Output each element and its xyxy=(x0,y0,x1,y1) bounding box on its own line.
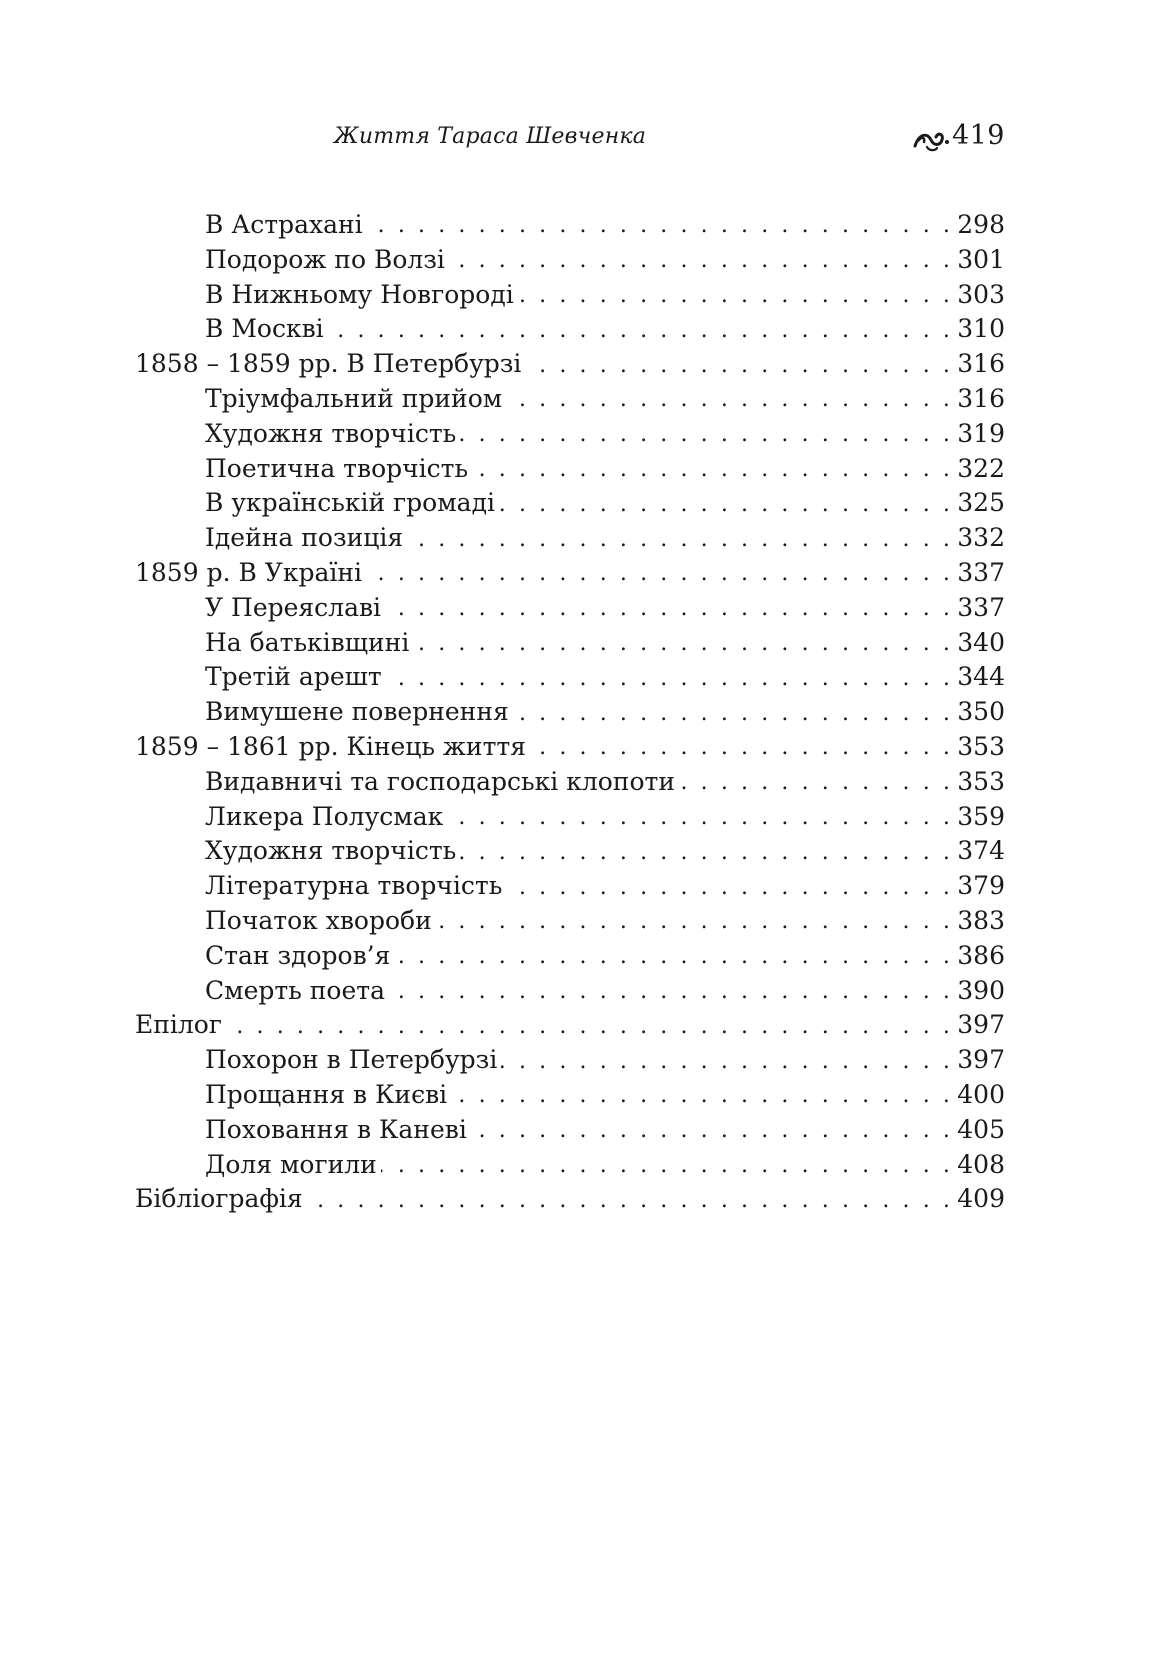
toc-entry xyxy=(135,1113,1005,1148)
dot-leader xyxy=(366,561,953,585)
toc-entry-page-number: 390 xyxy=(957,975,1005,1005)
toc-entry xyxy=(135,939,1005,974)
running-head xyxy=(135,120,1005,160)
toc-entry xyxy=(135,695,1005,730)
toc-entry xyxy=(135,904,1005,939)
toc-entry xyxy=(135,417,1005,452)
dot-leader xyxy=(307,1188,953,1212)
dot-leader xyxy=(386,666,953,690)
toc-entry-page-number: 340 xyxy=(957,627,1005,657)
toc-entry xyxy=(135,765,1005,800)
toc-entry-title: В українській громаді xyxy=(205,488,495,518)
toc-entry-title: В Астрахані xyxy=(205,210,363,239)
dot-leader xyxy=(447,805,953,829)
toc-entry xyxy=(135,347,1005,382)
toc-entry-title: Похорон в Петербурзі xyxy=(205,1045,498,1075)
dot-leader xyxy=(506,875,953,899)
toc-entry-title: В Нижньому Новгороді xyxy=(205,279,514,309)
toc-entry-page-number: 353 xyxy=(957,766,1005,796)
toc-entry-page-number: 319 xyxy=(957,418,1005,448)
scroll-ornament-icon xyxy=(913,126,949,154)
dot-leader xyxy=(226,1014,953,1038)
toc-entry-page-number: 298 xyxy=(957,210,1005,239)
toc-entry-title: Бібліографія xyxy=(135,1184,303,1214)
toc-entry-page-number: 332 xyxy=(957,523,1005,553)
dot-leader xyxy=(385,596,953,620)
dot-leader xyxy=(499,492,953,516)
dot-leader xyxy=(367,213,953,237)
toc-entry-page-number: 405 xyxy=(957,1114,1005,1144)
toc-entry-title: Тріумфальний прийом xyxy=(205,383,503,413)
running-title: Життя Тараса Шевченка xyxy=(333,124,647,149)
toc-entry-title: Початок хвороби xyxy=(205,905,432,935)
dot-leader xyxy=(407,527,953,551)
toc-entry-page-number: 386 xyxy=(957,940,1005,970)
toc-entry xyxy=(135,1182,1005,1217)
toc-entry xyxy=(135,869,1005,904)
toc-entry-title: Доля могили xyxy=(205,1149,377,1179)
toc-entry-page-number: 344 xyxy=(957,662,1005,692)
dot-leader xyxy=(436,909,953,933)
toc-entry-title: Художня творчість xyxy=(205,418,457,448)
toc-entry xyxy=(135,452,1005,487)
table-of-contents xyxy=(135,208,1005,1217)
toc-entry xyxy=(135,278,1005,313)
toc-entry-page-number: 353 xyxy=(957,731,1005,761)
toc-entry-title: Стан здоров’я xyxy=(205,940,391,970)
toc-entry-title: У Переяславі xyxy=(205,592,382,622)
toc-entry-page-number: 397 xyxy=(957,1045,1005,1075)
toc-entry-title: Прощання в Києві xyxy=(205,1079,448,1109)
dot-leader xyxy=(328,318,953,342)
toc-entry-page-number: 316 xyxy=(957,349,1005,379)
toc-entry-page-number: 337 xyxy=(957,557,1005,587)
toc-entry-title: Третій арешт xyxy=(205,662,382,692)
toc-entry xyxy=(135,626,1005,661)
toc-entry-title: Епілог xyxy=(135,1010,222,1040)
toc-entry-page-number: 322 xyxy=(957,453,1005,483)
toc-entry xyxy=(135,382,1005,417)
dot-leader xyxy=(394,944,953,968)
toc-entry-page-number: 359 xyxy=(957,801,1005,831)
toc-entry-title: Поетична творчість xyxy=(205,453,469,483)
dot-leader xyxy=(389,979,953,1003)
toc-entry-page-number: 303 xyxy=(957,279,1005,309)
toc-entry-title: Поховання в Каневі xyxy=(205,1114,467,1144)
toc-entry-title: В Москві xyxy=(205,314,324,344)
dot-leader xyxy=(506,387,953,411)
toc-entry xyxy=(135,1078,1005,1113)
toc-entry xyxy=(135,1148,1005,1183)
dot-leader xyxy=(472,457,953,481)
toc-entry-page-number: 374 xyxy=(957,836,1005,866)
toc-entry-page-number: 301 xyxy=(957,244,1005,274)
dot-leader xyxy=(501,1049,953,1073)
dot-leader xyxy=(518,283,953,307)
toc-entry xyxy=(135,312,1005,347)
toc-entry-page-number: 350 xyxy=(957,697,1005,727)
toc-entry-title: Видавничі та господарські клопоти xyxy=(205,766,675,796)
toc-entry xyxy=(135,834,1005,869)
toc-entry-title: На батьківщині xyxy=(205,627,410,657)
toc-entry xyxy=(135,974,1005,1009)
dot-leader xyxy=(460,840,953,864)
dot-leader xyxy=(513,701,953,725)
dot-leader xyxy=(381,1153,953,1177)
toc-entry xyxy=(135,660,1005,695)
toc-entry-page-number: 400 xyxy=(957,1079,1005,1109)
toc-entry-title: Подорож по Волзі xyxy=(205,244,445,274)
toc-entry xyxy=(135,1008,1005,1043)
toc-entry xyxy=(135,800,1005,835)
toc-entry-title: 1859 – 1861 рр. Кінець життя xyxy=(135,731,527,761)
toc-entry xyxy=(135,1043,1005,1078)
toc-entry-page-number: 316 xyxy=(957,383,1005,413)
toc-entry xyxy=(135,243,1005,278)
toc-entry-title: Смерть поета xyxy=(205,975,386,1005)
toc-entry-title: Літературна творчість xyxy=(205,871,503,901)
toc-entry xyxy=(135,730,1005,765)
toc-entry-page-number: 409 xyxy=(957,1184,1005,1214)
toc-entry-title: Ликера Полусмак xyxy=(205,801,444,831)
toc-entry-page-number: 383 xyxy=(957,905,1005,935)
toc-entry-page-number: 379 xyxy=(957,871,1005,901)
toc-entry xyxy=(135,521,1005,556)
dot-leader xyxy=(413,631,953,655)
toc-entry-title: Ідейна позиція xyxy=(205,523,404,553)
toc-entry-page-number: 310 xyxy=(957,314,1005,344)
dot-leader xyxy=(471,1118,953,1142)
toc-entry-title: 1859 р. В Україні xyxy=(135,557,363,587)
dot-leader xyxy=(530,735,953,759)
page-number: 419 xyxy=(951,120,1005,151)
toc-entry-page-number: 408 xyxy=(957,1149,1005,1179)
toc-entry-page-number: 397 xyxy=(957,1010,1005,1040)
dot-leader xyxy=(449,248,953,272)
toc-entry-page-number: 337 xyxy=(957,592,1005,622)
dot-leader xyxy=(451,1083,953,1107)
toc-entry xyxy=(135,556,1005,591)
toc-entry-page-number: 325 xyxy=(957,488,1005,518)
toc-entry-title: 1858 – 1859 рр. В Петербурзі xyxy=(135,349,522,379)
dot-leader xyxy=(460,422,953,446)
dot-leader xyxy=(525,353,953,377)
toc-entry-title: Вимушене повернення xyxy=(205,697,509,727)
dot-leader xyxy=(679,770,953,794)
toc-entry-title: Художня творчість xyxy=(205,836,457,866)
toc-entry xyxy=(135,208,1005,243)
toc-entry xyxy=(135,591,1005,626)
toc-entry xyxy=(135,486,1005,521)
